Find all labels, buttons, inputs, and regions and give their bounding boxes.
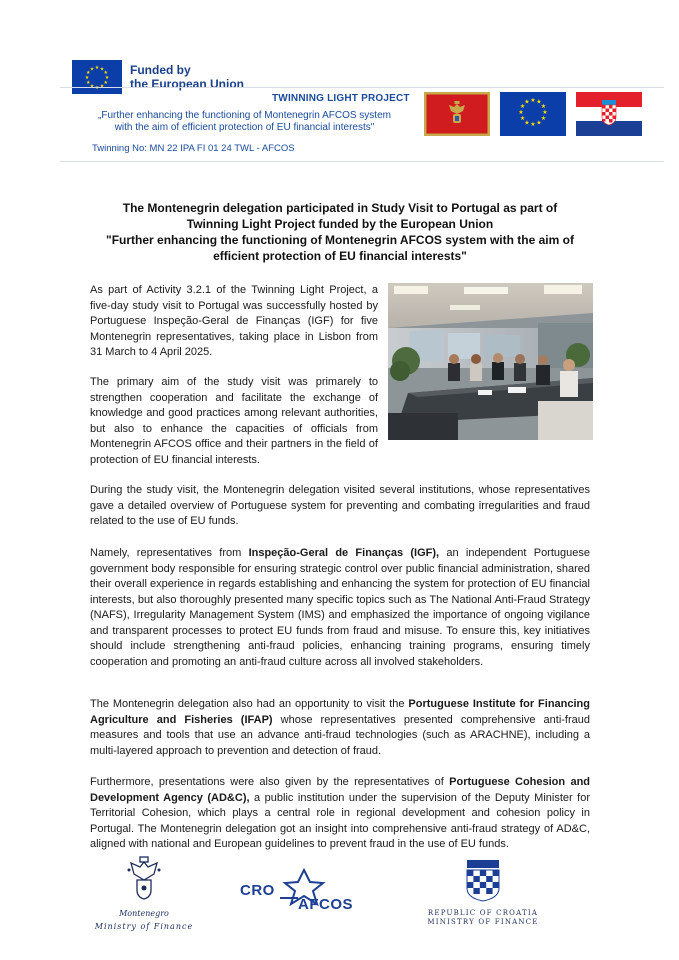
page-title <box>80 200 600 264</box>
croatia-ministry-logo <box>408 858 558 928</box>
paragraph-igf <box>90 546 590 670</box>
svg-text:★: ★ <box>530 97 536 104</box>
svg-text:★: ★ <box>524 98 530 106</box>
project-quote <box>72 110 417 134</box>
svg-text:★: ★ <box>94 65 100 71</box>
svg-text:★: ★ <box>518 109 524 116</box>
svg-text:★: ★ <box>89 83 95 90</box>
project-quote-line-1: „Further enhancing the functioning of Montenegrin AFCOS system <box>98 110 391 121</box>
svg-text:★: ★ <box>86 80 91 86</box>
hr-caption <box>408 909 558 927</box>
svg-text:★: ★ <box>99 83 105 90</box>
svg-text:★: ★ <box>89 66 95 73</box>
svg-text:★: ★ <box>524 119 530 127</box>
adc-text-post: a public institution under the supervision of the Deputy Minister for Territorial Cohesion, which plays a central role in regional development and cohesion policy in Portugal. The Montenegrin delegation got an insight into comprehensive anti-fraud strategy of AD&C, aligned with national and European guidelines to prevent fraud in the use of EU funds. <box>90 791 591 850</box>
svg-text:★: ★ <box>103 70 108 76</box>
svg-text:★: ★ <box>84 75 90 81</box>
svg-text:★: ★ <box>104 75 110 81</box>
igf-name: Inspeção-Geral de Finanças (IGF), <box>248 547 440 559</box>
project-label: TWINNING LIGHT PROJECT <box>272 93 410 104</box>
svg-text:★: ★ <box>536 98 542 106</box>
meeting-photo <box>388 283 593 440</box>
project-quote-line-2: with the aim of efficient protection of EU financial interests" <box>114 122 375 133</box>
montenegro-ministry-logo <box>88 856 200 936</box>
funded-line-2: the European Union <box>130 77 244 91</box>
cro-afcos-logo <box>240 868 370 916</box>
afcos-text: AFCOS <box>298 896 353 913</box>
igf-text-post: an independent Portuguese government body responsible for ensuring strategic control over public financial administration, shared their overall experience in regards establishing and enhancing the system for protection of EU financial interests, but also thoroughly presented many specific topics such as The National Anti-Fraud Strategy (NAFS), Irregularity Management System (IMS) and emphasized the importance of ongoing vigilance and transparent processes to protect EU funds from fraud and misuse. To ensure this, key initiatives should include strengthening anti-fraud policies, enhancing training programs, ensuring timely cooperation and promoting an anti-fraud culture across all involved stakeholders. <box>90 547 590 668</box>
svg-text:★: ★ <box>540 115 547 122</box>
cro-text: CRO <box>240 882 275 899</box>
funded-line-1: Funded by <box>130 63 191 77</box>
svg-text:★: ★ <box>542 109 548 116</box>
paragraph-aim: The primary aim of the study visit was primarely to strengthen cooperation and facilitate the exchange of knowledge and good practices among relevant authorities, but also to enhance the capacities of officials from Montenegrin AFCOS office and their partners in the field of protection of EU financial interests. <box>90 376 378 466</box>
svg-text:★: ★ <box>86 70 91 76</box>
svg-text:★: ★ <box>99 66 105 73</box>
adc-name: Portuguese Cohesion and Development Agency (AD&C), <box>90 776 591 804</box>
paragraph-intro: As part of Activity 3.2.1 of the Twinning Light Project, a five-day study visit to Portugal was successfully hosted by Portuguese Inspeção-Geral de Finanças (IGF) for five Montenegrin representatives, taking place in Lisbon from 31 March to 4 April 2025. <box>90 284 378 358</box>
hr-caption-ministry: MINISTRY OF FINANCE <box>427 918 539 926</box>
paragraph-adc <box>90 775 590 853</box>
title-line-4: efficient protection of EU financial interests" <box>213 249 467 263</box>
montenegro-coat-of-arms-icon <box>119 856 169 902</box>
svg-text:★: ★ <box>519 115 526 122</box>
croatia-flag-icon <box>576 92 642 136</box>
mne-caption-ministry: Ministry of Finance <box>94 922 194 931</box>
igf-text-pre: Namely, representatives from <box>90 547 249 559</box>
svg-text:★: ★ <box>94 85 100 91</box>
ifap-name: Portuguese Institute for Financing Agriculture and Fisheries (IFAP) <box>90 698 590 726</box>
title-line-1: The Montenegrin delegation participated in Study Visit to Portugal as part of <box>122 201 558 215</box>
title-line-3: "Further enhancing the functioning of Montenegrin AFCOS system with the aim of <box>106 233 574 247</box>
mne-caption-country: Montenegro <box>119 909 169 918</box>
svg-text:★: ★ <box>519 103 526 110</box>
title-line-2: Twinning Light Project funded by the European Union <box>186 217 494 231</box>
ifap-text-post: whose representatives presented comprehensive anti-fraud measures and tools that use an advance anti-fraud technologies (such as ARACHNE), including a multi-layered approach to prevention and detection of fraud. <box>90 713 590 757</box>
montenegro-flag-icon <box>424 92 490 136</box>
croatia-coat-of-arms-icon <box>463 858 503 902</box>
adc-text-pre: Furthermore, presentations were also given by the representatives of <box>90 776 450 788</box>
hr-caption-country: REPUBLIC OF CROATIA <box>427 909 539 917</box>
twinning-number: Twinning No: MN 22 IPA FI 01 24 TWL - AFCOS <box>92 143 295 154</box>
svg-text:★: ★ <box>540 103 547 110</box>
eu-flag-icon <box>500 92 566 136</box>
ifap-text-pre: The Montenegrin delegation also had an opportunity to visit the <box>90 698 409 710</box>
svg-text:★: ★ <box>103 80 108 86</box>
svg-text:★: ★ <box>536 119 542 127</box>
paragraph-visit-overview: During the study visit, the Montenegrin delegation visited several institutions, whose representatives gave a detailed overview of Portuguese system for preventing and combating irregularities and fraud related to the use of EU funds. <box>90 484 590 527</box>
svg-text:★: ★ <box>530 121 536 128</box>
flags-row <box>424 92 642 136</box>
paragraph-ifap <box>90 697 590 759</box>
